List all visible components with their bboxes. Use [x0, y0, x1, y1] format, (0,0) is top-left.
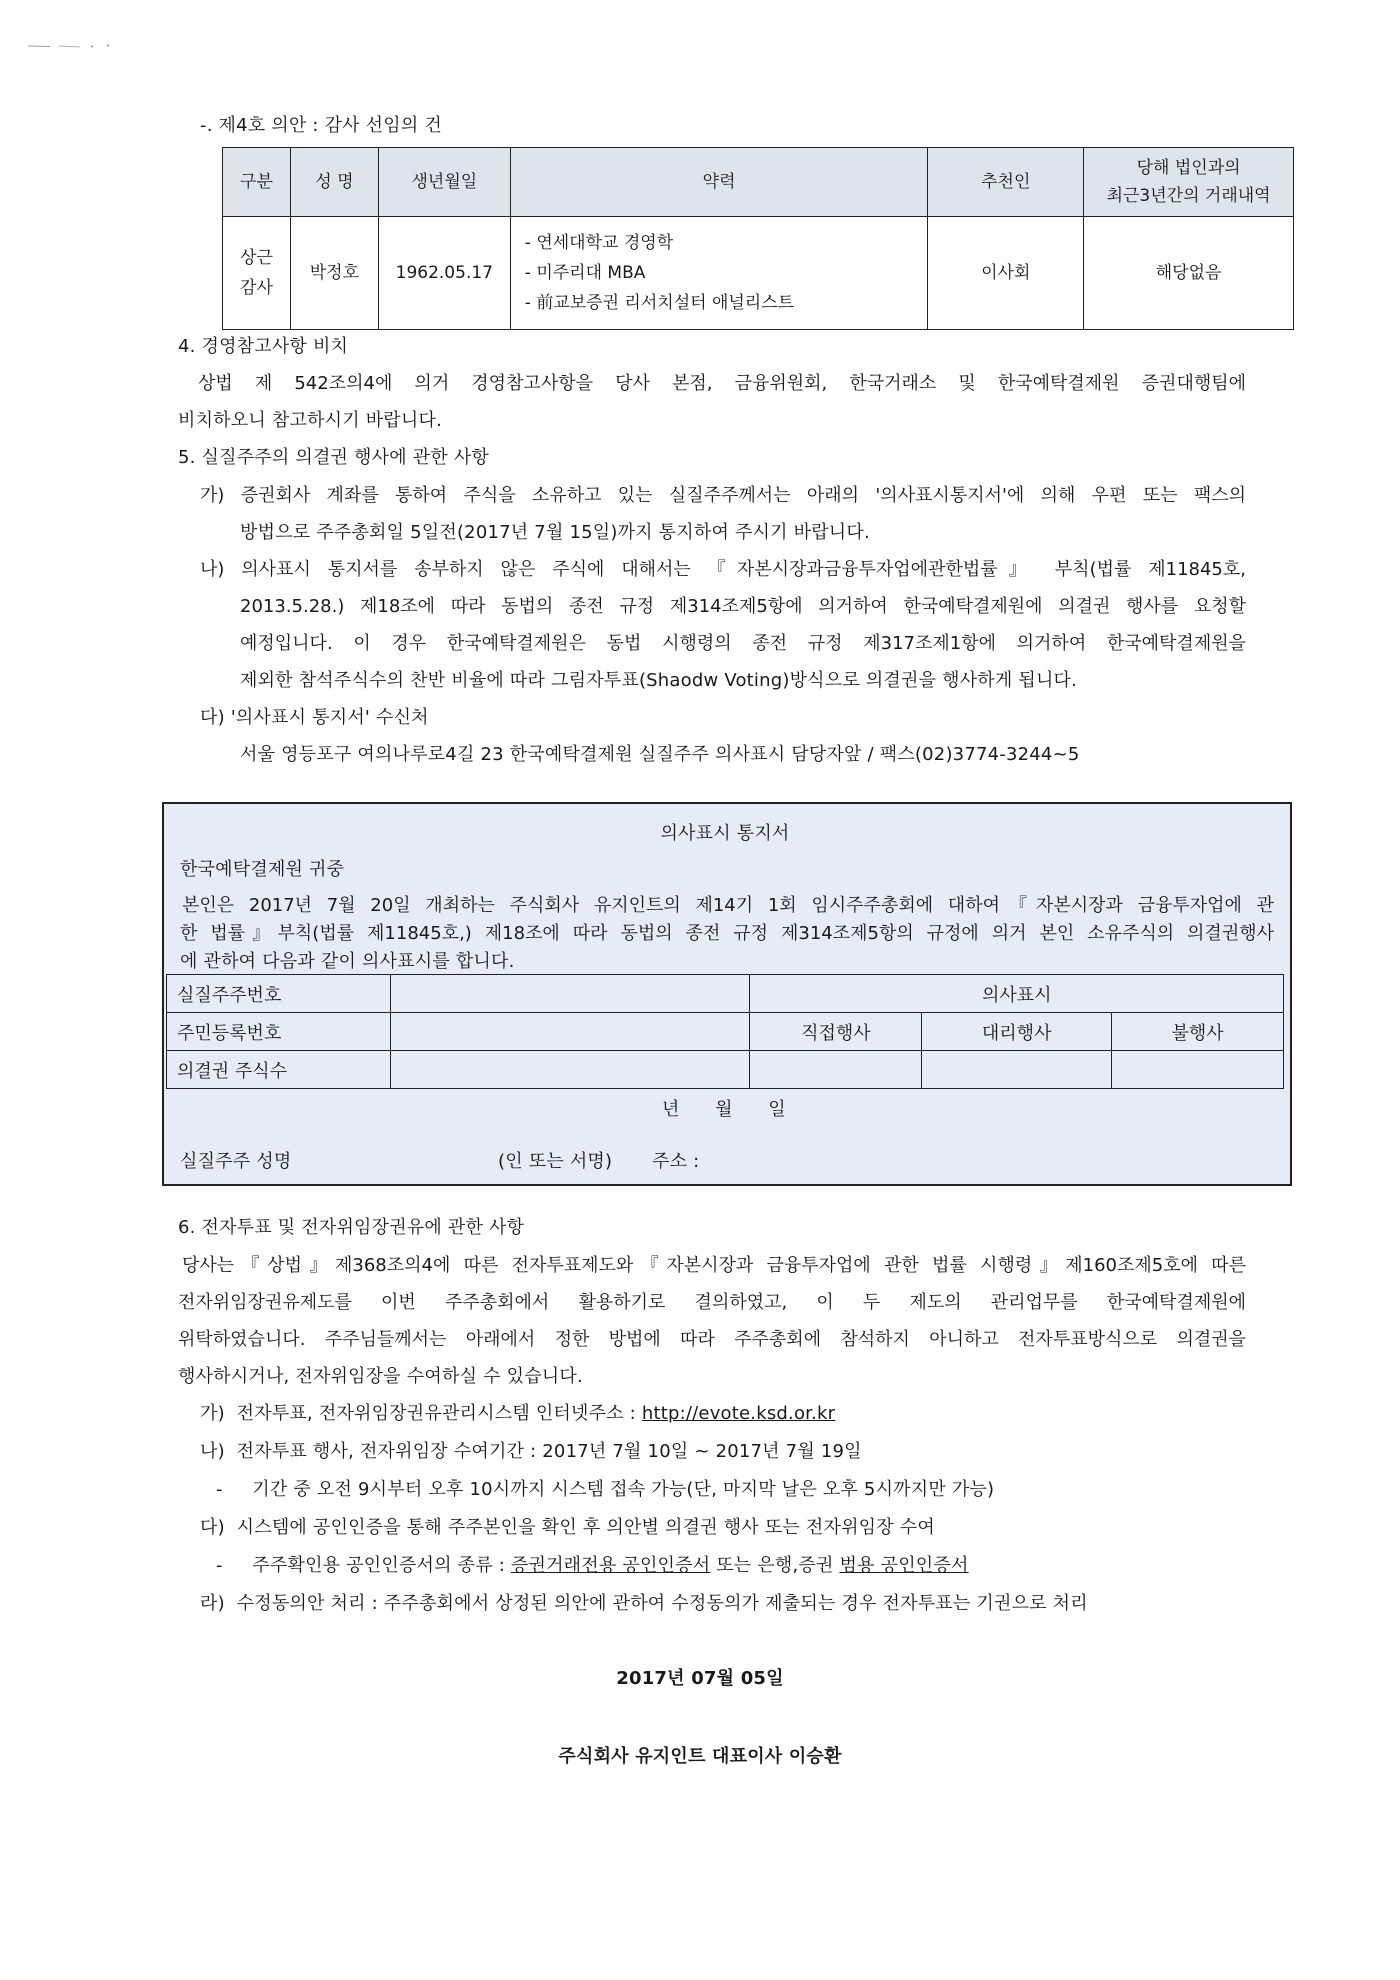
notice-date-line: 년 월 일 — [662, 1099, 786, 1120]
section6-text: 당사는『상법』제368조의4에 따른 전자투표제도와『자본시장과 금융투자업에 관한 법률 시행령』제160조제5호에 따른 — [182, 1255, 1246, 1276]
voting-shares-field[interactable] — [390, 1051, 750, 1089]
section4-text: 상법 제 542조의4에 의거 경영참고사항을 당사 본점, 금융위원회, 한국거래소 및 한국예탁결제원 증권대행팀에 — [198, 373, 1246, 394]
proxy-field[interactable] — [922, 1051, 1112, 1089]
section6-ga-text: 가) 전자투표, 전자위임장권유관리시스템 인터넷주소 : — [200, 1403, 642, 1424]
col-recommender: 추천인 — [928, 148, 1084, 217]
section5-na: 나) 의사표시 통지서를 송부하지 않은 주식에 대해서는 『자본시장과금융투자업에관한법률』 부칙(법률 제11845호, — [200, 559, 1246, 580]
notice-body: 본인은 2017년 7월 20일 개최하는 주식회사 유지인트의 제14기 1회 임시주주총회에 대하여『자본시장과 금융투자업에 관 — [182, 895, 1274, 916]
signature: 주식회사 유지인트 대표이사 이승환 — [558, 1746, 842, 1767]
cell-recommender: 이사회 — [928, 217, 1084, 330]
section6-na-sub: - 기간 중 오전 9시부터 오후 10시까지 시스템 접속 가능(단, 마지막 날은 오후 5시까지만 가능) — [216, 1479, 995, 1500]
table-row — [167, 975, 1284, 1013]
section5-na: 제외한 참석주식수의 찬반 비율에 따라 그림자투표(Shaodw Voting)방식으로 의결권을 행사하게 됩니다. — [240, 670, 1078, 691]
section5-na: 2013.5.28.) 제18조에 따라 동법의 종전 규정 제314조제5항에 의거하여 한국예탁결제원에 의결권 행사를 요청할 — [240, 596, 1246, 617]
career-item: - 前교보증권 리서치설터 애널리스트 — [524, 293, 795, 313]
seal-label: (인 또는 서명) — [498, 1151, 613, 1172]
document-date: 2017년 07월 05일 — [616, 1668, 784, 1689]
resident-number-field[interactable] — [390, 1013, 750, 1051]
scan-mark — [28, 44, 112, 48]
auditor-table-header — [223, 148, 1294, 217]
col-career: 약력 — [510, 148, 928, 217]
col-transactions-line2: 최근3년간의 거래내역 — [1106, 186, 1271, 206]
section6-da-sub — [216, 1554, 969, 1578]
col-type: 구분 — [223, 148, 291, 217]
table-row — [167, 1013, 1284, 1051]
cell-type — [223, 217, 291, 330]
section4-title: 4. 경영참고사항 비치 — [178, 336, 349, 357]
col-birth: 생년월일 — [378, 148, 510, 217]
shareholder-number-field[interactable] — [390, 975, 750, 1013]
section6-da: 다) 시스템에 공인인증을 통해 주주본인을 확인 후 의안별 의결권 행사 또는 전자위임장 수여 — [200, 1517, 935, 1538]
option-abstain: 불행사 — [1112, 1013, 1284, 1051]
career-item: - 미주리대 MBA — [524, 263, 646, 283]
section5-ga: 방법으로 주주총회일 5일전(2017년 7월 15일)까지 통지하여 주시기 바랍니다. — [240, 522, 870, 543]
certificate-general: 범용 공인인증서 — [839, 1555, 969, 1576]
certificate-securities: 증권거래전용 공인인증서 — [510, 1555, 711, 1576]
item4-heading: -. 제4호 의안 : 감사 선임의 건 — [200, 115, 442, 136]
col-transactions-line1: 당해 법인과의 — [1136, 158, 1241, 178]
section5-title: 5. 실질주주의 의결권 행사에 관한 사항 — [178, 447, 490, 468]
notice-addressee: 한국예탁결제원 귀중 — [180, 859, 345, 880]
direct-field[interactable] — [750, 1051, 922, 1089]
label-resident-number: 주민등록번호 — [167, 1013, 391, 1051]
section6-text: 위탁하였습니다. 주주님들께서는 아래에서 정한 방법에 따라 주주총회에 참석하지 아니하고 전자투표방식으로 의결권을 — [178, 1329, 1246, 1350]
table-row — [167, 1051, 1284, 1089]
col-transactions — [1084, 148, 1294, 217]
col-name: 성 명 — [290, 148, 378, 217]
section6-text: 행사하시거나, 전자위임장을 수여하실 수 있습니다. — [178, 1366, 583, 1387]
cell-career — [510, 217, 928, 330]
intent-table — [166, 974, 1284, 1089]
section5-na: 예정입니다. 이 경우 한국예탁결제원은 동법 시행령의 종전 규정 제317조제1항에 의거하여 한국예탁결제원을 — [240, 633, 1246, 654]
option-proxy: 대리행사 — [922, 1013, 1112, 1051]
section5-da-address: 서울 영등포구 여의나루로4길 23 한국예탁결제원 실질주주 의사표시 담당자앞 / 팩스(02)3774-3244~5 — [240, 744, 1080, 765]
auditor-table — [222, 147, 1294, 330]
abstain-field[interactable] — [1112, 1051, 1284, 1089]
notice-title: 의사표시 통지서 — [660, 823, 790, 844]
cell-transactions: 해당없음 — [1084, 217, 1294, 330]
cell-name: 박정호 — [290, 217, 378, 330]
certificate-mid: 또는 은행,증권 — [710, 1555, 840, 1576]
intent-header: 의사표시 — [750, 975, 1284, 1013]
cell-type-line1: 상근 — [240, 248, 273, 268]
notice-body: 에 관하여 다음과 같이 의사표시를 합니다. — [180, 951, 515, 972]
section6-title: 6. 전자투표 및 전자위임장권유에 관한 사항 — [178, 1217, 525, 1238]
signer-label: 실질주주 성명 — [180, 1151, 292, 1172]
section5-ga: 가) 증권회사 계좌를 통하여 주식을 소유하고 있는 실질주주께서는 아래의 '의사표시통지서'에 의해 우편 또는 팩스의 — [200, 485, 1246, 506]
option-direct: 직접행사 — [750, 1013, 922, 1051]
section6-text: 전자위임장권유제도를 이번 주주총회에서 활용하기로 결의하였고, 이 두 제도의 관리업무를 한국예탁결제원에 — [178, 1292, 1246, 1313]
section5-da: 다) '의사표시 통지서' 수신처 — [200, 707, 429, 728]
notice-body: 한 법률』부칙(법률 제11845호,) 제18조에 따라 동법의 종전 규정 제314조제5항의 규정에 의거 본인 소유주식의 의결권행사 — [180, 923, 1274, 944]
section6-ga — [200, 1402, 835, 1426]
certificate-prefix: - 주주확인용 공인인증서의 종류 : — [216, 1555, 511, 1576]
table-row — [223, 217, 1294, 330]
address-label: 주소 : — [652, 1151, 700, 1172]
label-voting-shares: 의결권 주식수 — [167, 1051, 391, 1089]
cell-birth: 1962.05.17 — [378, 217, 510, 330]
evote-link[interactable]: http://evote.ksd.or.kr — [641, 1403, 836, 1424]
label-shareholder-number: 실질주주번호 — [167, 975, 391, 1013]
cell-type-line2: 감사 — [240, 278, 273, 298]
section6-na: 나) 전자투표 행사, 전자위임장 수여기간 : 2017년 7월 10일 ~ 2017년 7월 19일 — [200, 1441, 862, 1462]
section4-text: 비치하오니 참고하시기 바랍니다. — [178, 410, 442, 431]
career-item: - 연세대학교 경영학 — [524, 233, 674, 253]
section6-ra: 라) 수정동의안 처리 : 주주총회에서 상정된 의안에 관하여 수정동의가 제출되는 경우 전자투표는 기권으로 처리 — [200, 1593, 1088, 1614]
